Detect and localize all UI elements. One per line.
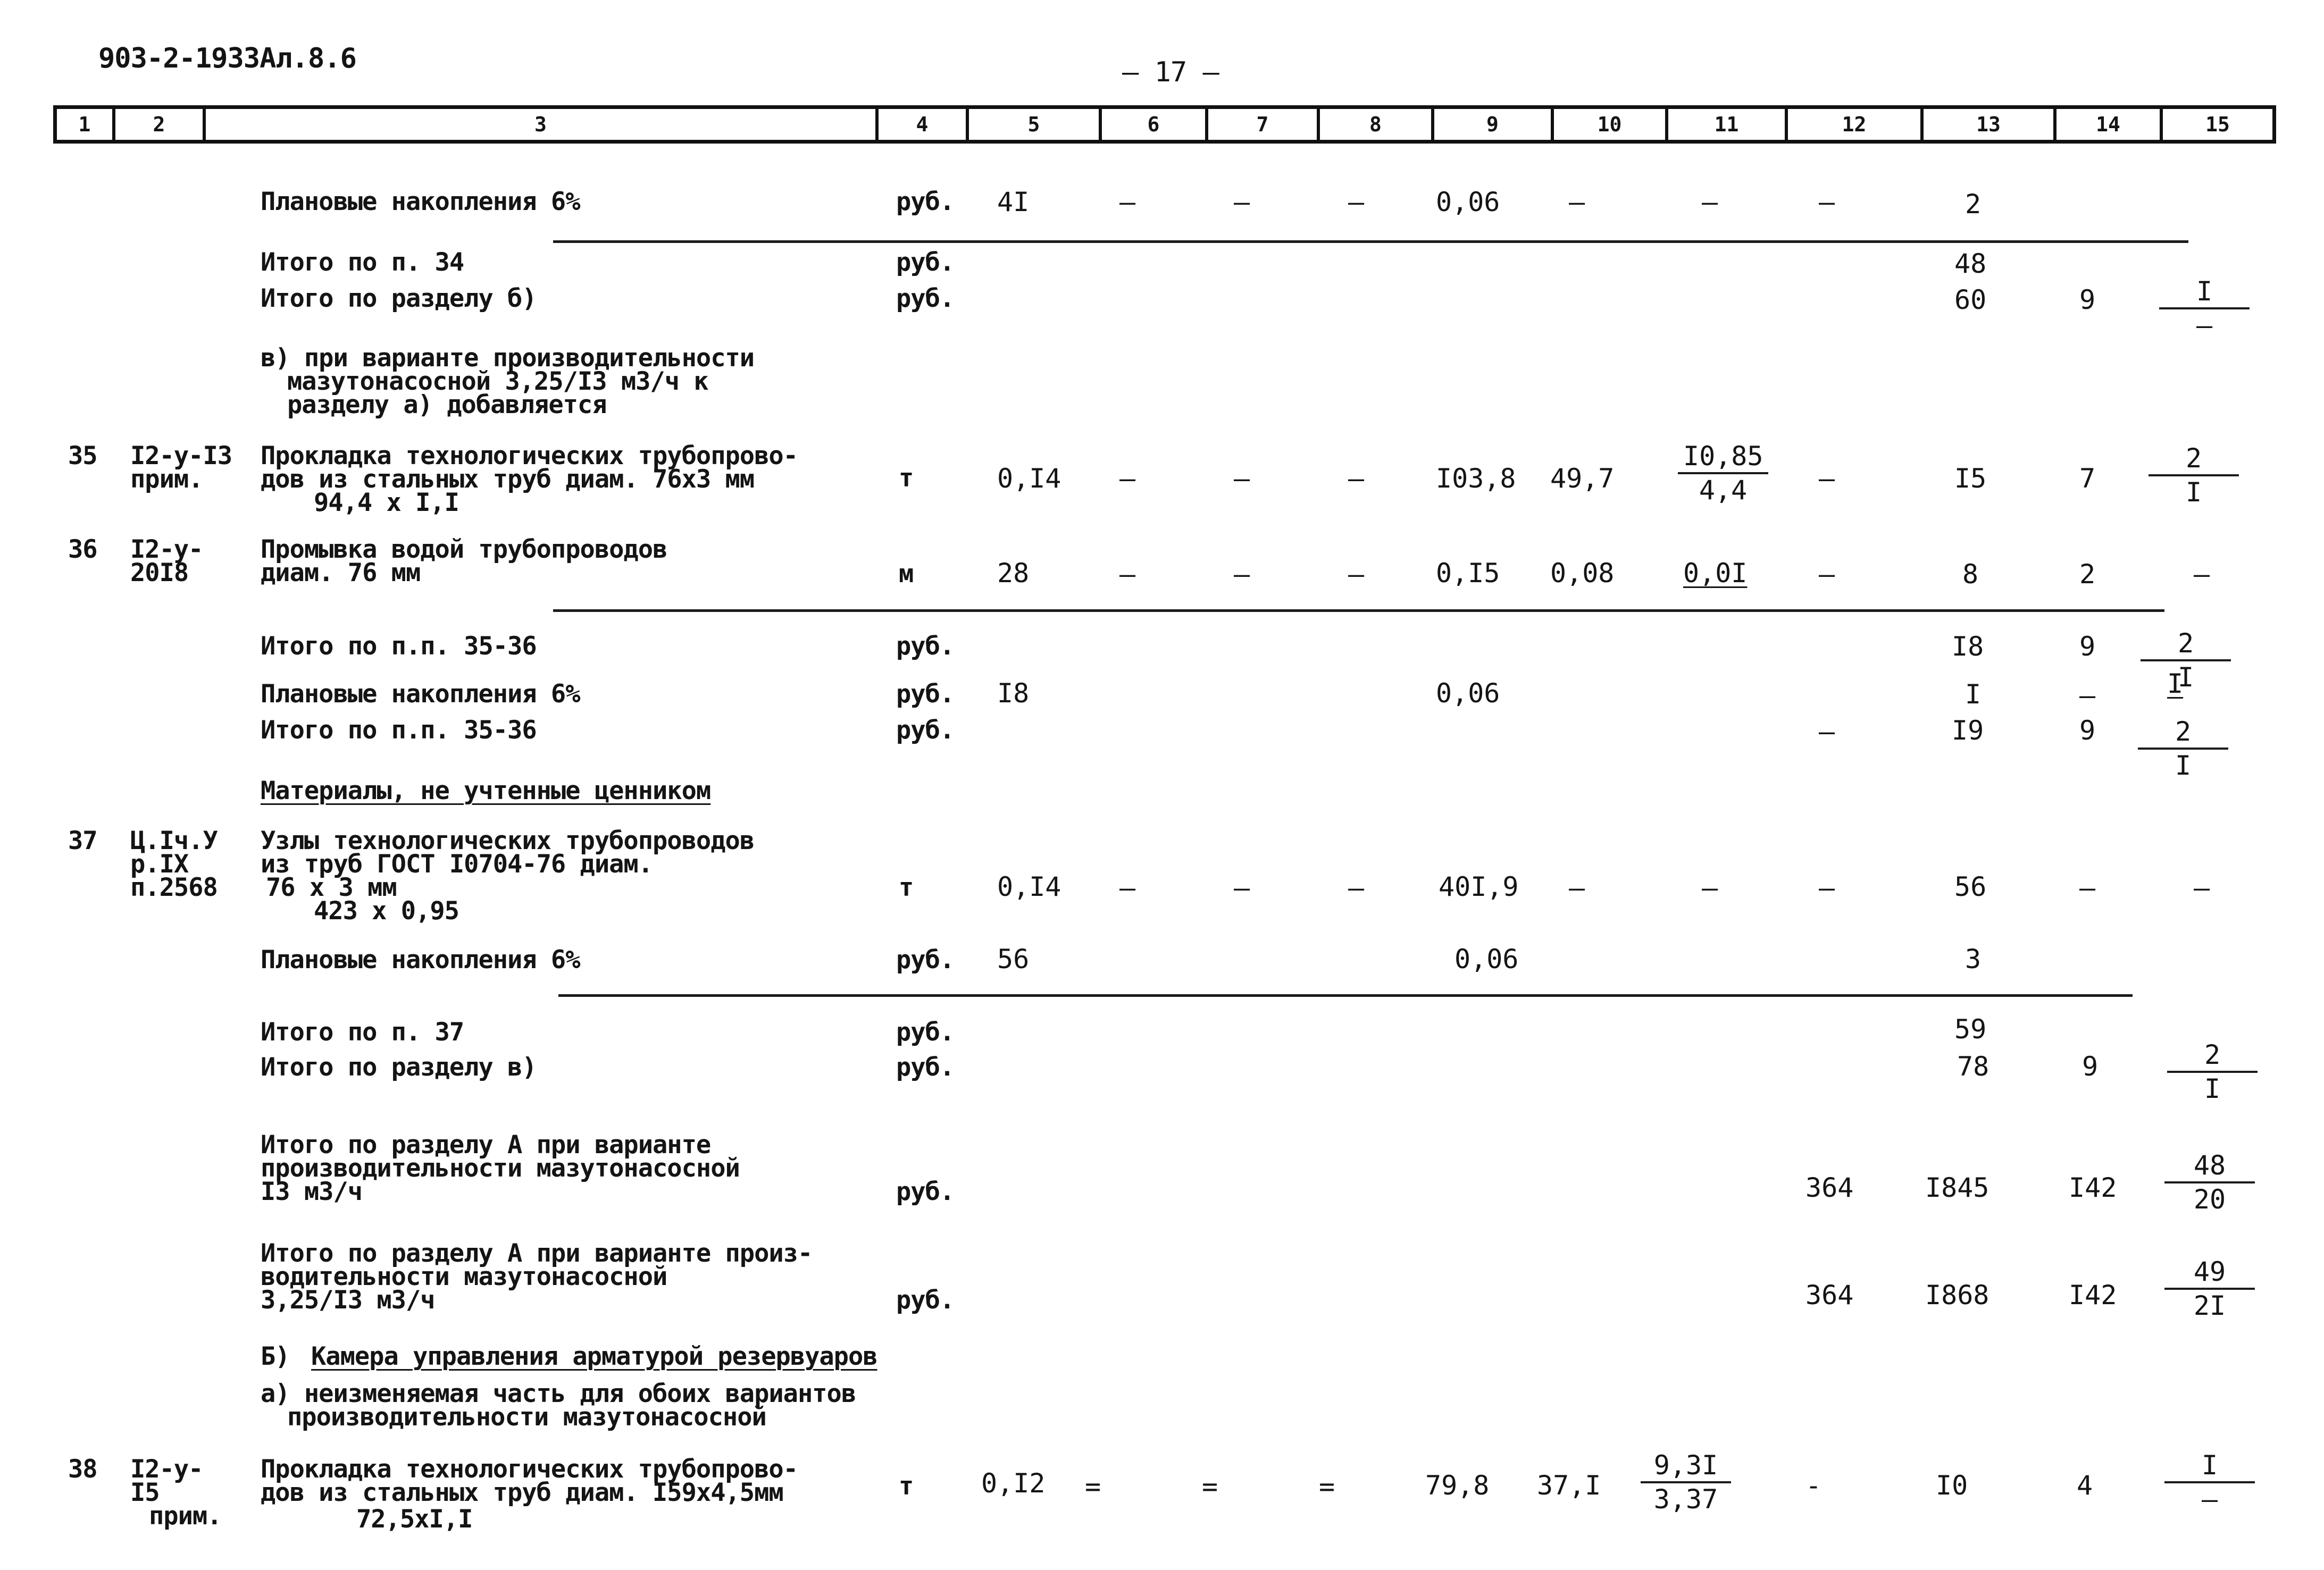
cell: 79,8 (1425, 1470, 1490, 1501)
cell: 7 (2079, 463, 2096, 494)
cell: 48 (1954, 248, 1987, 279)
subtotal-rule (553, 609, 2164, 612)
work-description: Промывка водой трубопроводов (261, 535, 667, 564)
page-number: — 17 — (1122, 56, 1219, 88)
subsection-line: в) при варианте производительности (261, 343, 755, 373)
work-description: 423 х 0,95 (314, 896, 459, 926)
total-line: Итого по разделу А при варианте произ- (261, 1239, 813, 1268)
unit: руб. (896, 945, 955, 975)
unit: м (899, 559, 914, 589)
subsection-line: мазутонасосной 3,25/I3 м3/ч к (287, 367, 708, 396)
cell: – (1234, 872, 1250, 903)
cell: 9 (2079, 715, 2096, 746)
cell: = (1319, 1471, 1335, 1502)
fraction: $\frac{2}{I}$ (2149, 442, 2239, 508)
cell: 9 (2082, 1051, 2099, 1082)
cell: I0 (1936, 1470, 1968, 1501)
cell: 2 (1965, 189, 1982, 220)
subtotal-rule (553, 240, 2188, 243)
cell: 0,I2 (981, 1468, 1046, 1499)
cell: 364 (1805, 1280, 1854, 1311)
cell: – (1119, 187, 1136, 217)
cell: 37,I (1537, 1470, 1601, 1501)
unit: руб. (896, 1018, 955, 1047)
column-header: 4 (879, 109, 969, 140)
cell: 0,I4 (997, 871, 1061, 902)
unit: руб. (896, 187, 955, 216)
column-header-row (53, 105, 2276, 144)
fraction: $\frac{49}{2I}$ (2164, 1256, 2255, 1322)
cell: – (1819, 559, 1835, 590)
item-number: 36 (68, 535, 97, 564)
cell: 0,08 (1550, 558, 1615, 589)
cell: 59 (1954, 1014, 1987, 1045)
fraction: I – (2159, 275, 2250, 341)
price-code: I2-у- (130, 535, 203, 564)
work-description: 94,4 х I,I (314, 488, 459, 517)
fraction: $\frac{48}{20}$ (2164, 1149, 2255, 1215)
section-prefix: Б) (261, 1342, 290, 1371)
cell: 28 (997, 558, 1030, 589)
cell: 49,7 (1550, 463, 1615, 494)
cell: I42 (2069, 1172, 2117, 1203)
row-name: Итого по п.п. 35-36 (261, 716, 537, 745)
column-header: 2 (115, 109, 206, 140)
fraction: $\frac{2}{I}$ (2141, 627, 2231, 693)
subsection-line: разделу а) добавляется (287, 390, 607, 419)
cell: – (2194, 559, 2210, 590)
total-line: Итого по разделу А при варианте (261, 1130, 711, 1160)
column-header: 12 (1788, 109, 1924, 140)
cell: I9 (1952, 715, 1984, 746)
item-number: 38 (68, 1455, 97, 1484)
row-name: Плановые накопления 6% (261, 187, 580, 216)
total-line: 3,25/I3 м3/ч (261, 1286, 435, 1315)
cell: I845 (1925, 1172, 1989, 1203)
subtotal-rule (558, 994, 2133, 997)
cell: 78 (1957, 1051, 1989, 1082)
unit: руб. (896, 716, 955, 745)
price-code: I2-у- (130, 1455, 203, 1484)
cell: – (1234, 187, 1250, 217)
column-header: 13 (1924, 109, 2057, 140)
cell: 0,I5 (1436, 558, 1500, 589)
cell: 40I,9 (1439, 871, 1519, 902)
work-description: Прокладка технологических трубопрово- (261, 441, 798, 471)
cell: 0,0I (1683, 558, 1748, 589)
unit: т (899, 1472, 914, 1501)
cell: – (1702, 187, 1718, 217)
document-code: 903-2-1933Ал.8.6 (98, 43, 356, 74)
row-name: Итого по п. 37 (261, 1018, 464, 1047)
unit: руб. (896, 284, 955, 313)
fraction: $\frac{2}{I}$ (2138, 716, 2228, 782)
column-header: 9 (1434, 109, 1554, 140)
unit: руб. (896, 1177, 955, 1206)
unit: руб. (896, 1053, 955, 1082)
column-header: 6 (1102, 109, 1208, 140)
cell: I5 (1954, 463, 1987, 494)
cell: 0,06 (1454, 944, 1519, 975)
column-header: 8 (1320, 109, 1434, 140)
unit: руб. (896, 632, 955, 661)
cell: 9 (2079, 284, 2096, 315)
cell: – (1119, 463, 1136, 494)
column-header: 1 (57, 109, 115, 140)
cell: I8 (1952, 631, 1984, 662)
cell: I (1965, 679, 1982, 710)
work-description: из труб ГОСТ I0704-76 диам. (261, 850, 653, 879)
cell: 2 (2079, 559, 2096, 590)
cell: I (2167, 668, 2184, 699)
unit: руб. (896, 1286, 955, 1315)
work-description: 72,5хI,I (356, 1505, 473, 1534)
cell: 0,I4 (997, 463, 1061, 494)
unit: руб. (896, 248, 955, 277)
cell: – (2194, 872, 2210, 903)
column-header: 7 (1208, 109, 1320, 140)
price-code: 20I8 (130, 558, 189, 587)
price-code: р.IX (130, 850, 189, 879)
total-line: водительности мазутонасосной (261, 1262, 667, 1291)
cell: – (1819, 463, 1835, 494)
subsection-line: а) неизменяемая часть для обоих вариантов (261, 1379, 856, 1408)
work-description: Прокладка технологических трубопрово- (261, 1455, 798, 1484)
price-code: прим. (130, 465, 203, 494)
cell: – (1348, 187, 1365, 217)
unit: т (899, 873, 914, 902)
work-description: 76 х 3 мм (266, 873, 397, 902)
cell: 9 (2079, 631, 2096, 662)
cell: 364 (1805, 1172, 1854, 1203)
row-name: Плановые накопления 6% (261, 945, 580, 975)
total-line: производительности мазутонасосной (261, 1154, 740, 1183)
cell: 4 (2077, 1470, 2093, 1501)
cell: – (1348, 559, 1365, 590)
cell: 4I (997, 187, 1030, 217)
row-name: Плановые накопления 6% (261, 679, 580, 709)
cell: 0,06 (1436, 187, 1500, 217)
cell: I03,8 (1436, 463, 1516, 494)
cell: – (1569, 187, 1585, 217)
cell: – (2079, 680, 2096, 711)
fraction: $\frac{9,3I}{3,37}$ (1641, 1449, 1731, 1515)
cell: – (1702, 872, 1718, 903)
total-line: I3 м3/ч (261, 1177, 363, 1206)
column-header: 5 (969, 109, 1102, 140)
section-title: Камера управления арматурой резервуаров (311, 1342, 877, 1371)
work-description: дов из стальных труб диам. 76х3 мм (261, 465, 755, 494)
item-number: 37 (68, 826, 97, 855)
unit: т (899, 464, 914, 493)
cell: 0,06 (1436, 678, 1500, 709)
cell: – (1348, 872, 1365, 903)
cell: 56 (997, 944, 1030, 975)
price-code: I5 (130, 1478, 160, 1507)
column-header: 15 (2205, 113, 2230, 136)
row-name: Итого по разделу б) (261, 284, 537, 313)
price-code: I2-у-I3 (130, 441, 232, 471)
cell: = (1085, 1471, 1101, 1502)
row-name: Итого по п. 34 (261, 248, 464, 277)
work-description: Узлы технологических трубопроводов (261, 826, 755, 855)
cell: 3 (1965, 944, 1982, 975)
cell: – (1819, 872, 1835, 903)
price-code: прим. (149, 1501, 222, 1531)
item-number: 35 (68, 441, 97, 471)
fraction: $\frac{I0,85}{4,4}$ (1678, 440, 1768, 506)
cell: – (1819, 187, 1835, 217)
materials-heading: Материалы, не учтенные ценником (261, 776, 711, 805)
price-code: п.2568 (130, 873, 218, 902)
fraction: I – (2164, 1449, 2255, 1515)
cell: - (1805, 1470, 1822, 1501)
column-header: 14 (2057, 109, 2163, 140)
cell: – (2079, 872, 2096, 903)
cell: – (1348, 463, 1365, 494)
column-header: 3 (206, 109, 879, 140)
cell: – (1234, 559, 1250, 590)
cell: I8 (997, 678, 1030, 709)
row-name: Итого по п.п. 35-36 (261, 632, 537, 661)
column-header: 10 (1554, 109, 1668, 140)
subsection-line: производительности мазутонасосной (287, 1403, 766, 1432)
cell: – (1569, 872, 1585, 903)
price-code: Ц.Iч.У (130, 826, 218, 855)
cell: = (1202, 1471, 1218, 1502)
cell: – (1119, 559, 1136, 590)
cell: – (1119, 872, 1136, 903)
row-name: Итого по разделу в) (261, 1053, 537, 1082)
cell: – (1819, 716, 1835, 747)
cell: 8 (1962, 559, 1979, 590)
column-header: 11 (1668, 109, 1788, 140)
work-description: дов из стальных труб диам. I59х4,5мм (261, 1478, 783, 1507)
unit: руб. (896, 679, 955, 709)
cell: I42 (2069, 1280, 2117, 1311)
work-description: диам. 76 мм (261, 558, 421, 587)
cell: – (1234, 463, 1250, 494)
fraction: $\frac{2}{I}$ (2167, 1039, 2258, 1105)
cell: 56 (1954, 871, 1987, 902)
cell: I868 (1925, 1280, 1989, 1311)
cell: 60 (1954, 284, 1987, 315)
